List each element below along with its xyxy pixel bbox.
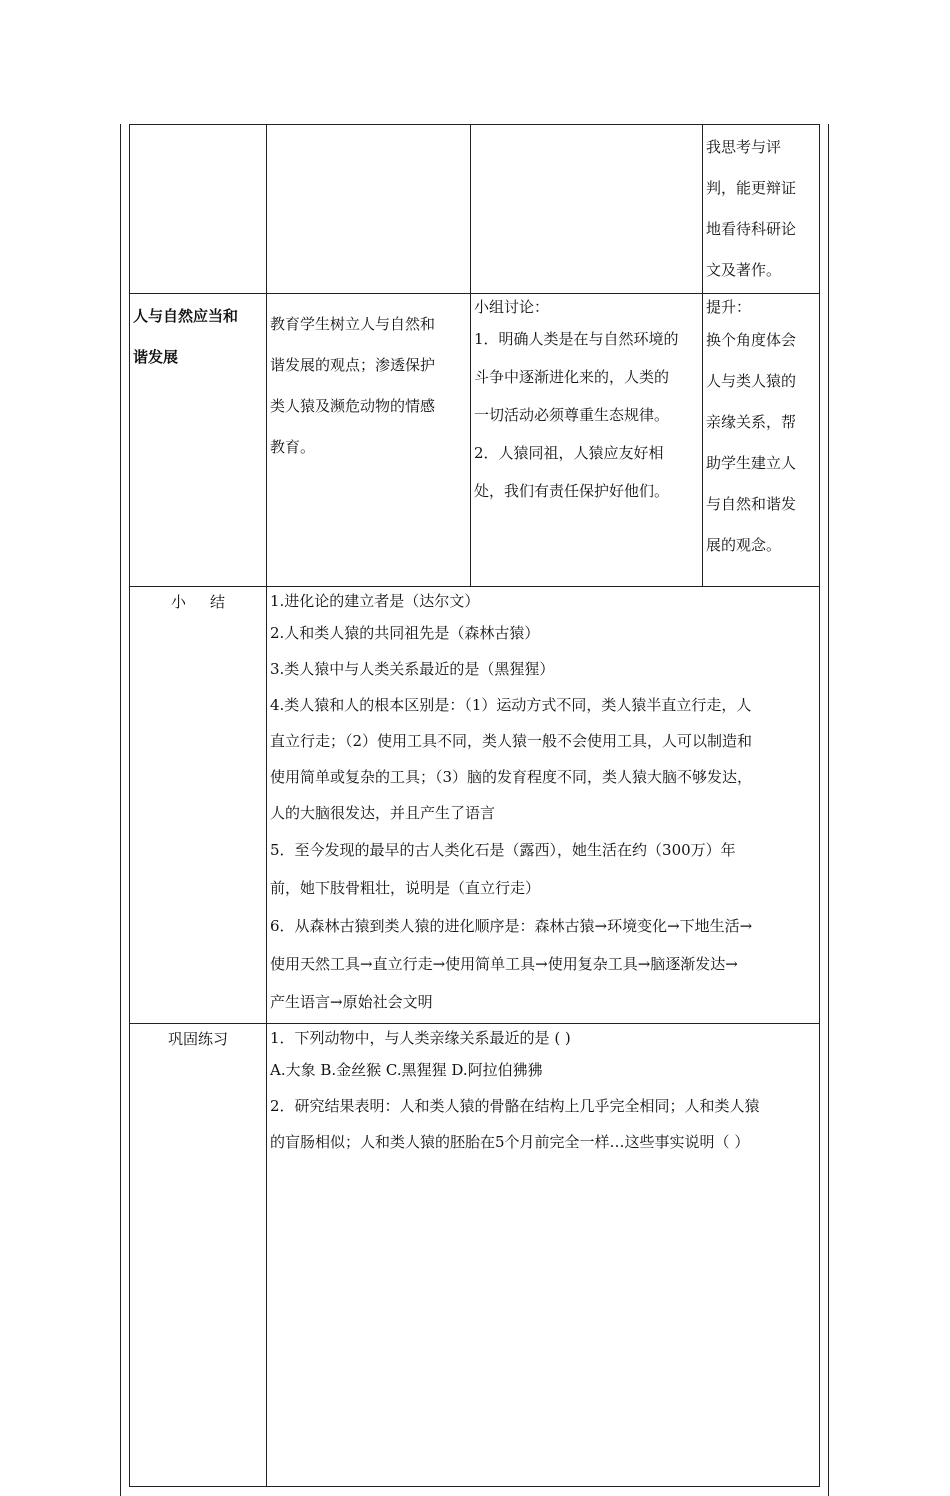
summary-label-b: 结	[210, 593, 226, 611]
improvement-line: 提升：	[706, 298, 752, 316]
row2-group-discussion	[471, 294, 703, 587]
practice-line: 1．下列动物中，与人类亲缘关系最近的是 ( )	[270, 1029, 571, 1047]
row2-teaching-goal	[267, 294, 471, 587]
summary-line: 人的大脑很发达，并且产生了语言	[270, 804, 496, 822]
practice-line: A.大象 B.金丝猴 C.黑猩猩 D.阿拉伯狒狒	[270, 1061, 543, 1079]
row1-col4-line: 地看待科研论	[706, 220, 797, 238]
section-title-line: 人与自然应当和	[133, 307, 239, 325]
row1-col4-line: 判，能更辩证	[706, 179, 797, 197]
teaching-goal-line: 谐发展的观点；渗透保护	[270, 356, 436, 374]
row1-col2	[267, 125, 471, 294]
discussion-line: 斗争中逐渐进化来的，人类的	[474, 368, 670, 386]
table-row	[130, 125, 820, 294]
row2-section-title	[130, 294, 267, 587]
improvement-line: 助学生建立人	[706, 454, 797, 472]
table-row	[130, 1024, 820, 1487]
teaching-goal-line: 教育。	[270, 438, 316, 456]
summary-line: 产生语言→原始社会文明	[270, 993, 433, 1011]
discussion-line: 处，我们有责任保护好他们。	[474, 482, 670, 500]
practice-line: 的盲肠相似；人和类人猿的胚胎在5个月前完全一样…这些事实说明（ ）	[270, 1133, 750, 1151]
summary-line: 4.类人猿和人的根本区别是：（1）运动方式不同，类人猿半直立行走，人	[270, 696, 752, 714]
practice-label	[130, 1024, 267, 1487]
practice-label-text: 巩固练习	[167, 1030, 228, 1048]
discussion-line: 2．人猿同祖，人猿应友好相	[474, 444, 664, 462]
summary-line: 6．从森林古猿到类人猿的进化顺序是：森林古猿→环境变化→下地生活→	[270, 917, 753, 935]
summary-label-a: 小	[170, 593, 186, 611]
row1-col3	[471, 125, 703, 294]
section-title-line: 谐发展	[133, 348, 179, 366]
summary-line: 直立行走；（2）使用工具不同，类人猿一般不会使用工具，人可以制造和	[270, 732, 753, 750]
summary-content	[267, 587, 820, 1024]
row1-col1	[130, 125, 267, 294]
discussion-line: 1．明确人类是在与自然环境的	[474, 330, 679, 348]
table-row	[130, 587, 820, 1024]
summary-line: 2.人和类人猿的共同祖先是（森林古猿）	[270, 624, 540, 642]
summary-line: 使用天然工具→直立行走→使用简单工具→使用复杂工具→脑逐渐发达→	[270, 955, 738, 973]
summary-line: 3.类人猿中与人类关系最近的是（黑猩猩）	[270, 660, 555, 678]
summary-line: 前，她下肢骨粗壮，说明是（直立行走）	[270, 879, 541, 897]
improvement-line: 亲缘关系，帮	[706, 413, 797, 431]
lesson-plan-table	[129, 124, 820, 1487]
row1-col4-line: 我思考与评	[706, 138, 782, 156]
discussion-line: 小组讨论：	[474, 298, 550, 316]
teaching-goal-line: 教育学生树立人与自然和	[270, 315, 436, 333]
improvement-line: 与自然和谐发	[706, 495, 797, 513]
practice-content	[267, 1024, 820, 1487]
practice-line: 2．研究结果表明：人和类人猿的骨骼在结构上几乎完全相同；人和类人猿	[270, 1097, 760, 1115]
summary-line: 5．至今发现的最早的古人类化石是（露西），她生活在约（300万）年	[270, 841, 736, 859]
improvement-line: 换个角度体会	[706, 331, 797, 349]
row2-improvement	[703, 294, 820, 587]
discussion-line: 一切活动必须尊重生态规律。	[474, 406, 670, 424]
teaching-goal-line: 类人猿及濒危动物的情感	[270, 397, 436, 415]
row1-col4	[703, 125, 820, 294]
improvement-line: 人与类人猿的	[706, 372, 797, 390]
summary-line: 使用简单或复杂的工具；（3）脑的发育程度不同，类人猿大脑不够发达，	[270, 768, 753, 786]
summary-label	[130, 587, 267, 1024]
summary-line: 1.进化论的建立者是（达尔文）	[270, 592, 480, 610]
page-frame-right	[819, 124, 829, 1496]
improvement-line: 展的观念。	[706, 536, 782, 554]
table-row	[130, 294, 820, 587]
row1-col4-line: 文及著作。	[706, 261, 782, 279]
